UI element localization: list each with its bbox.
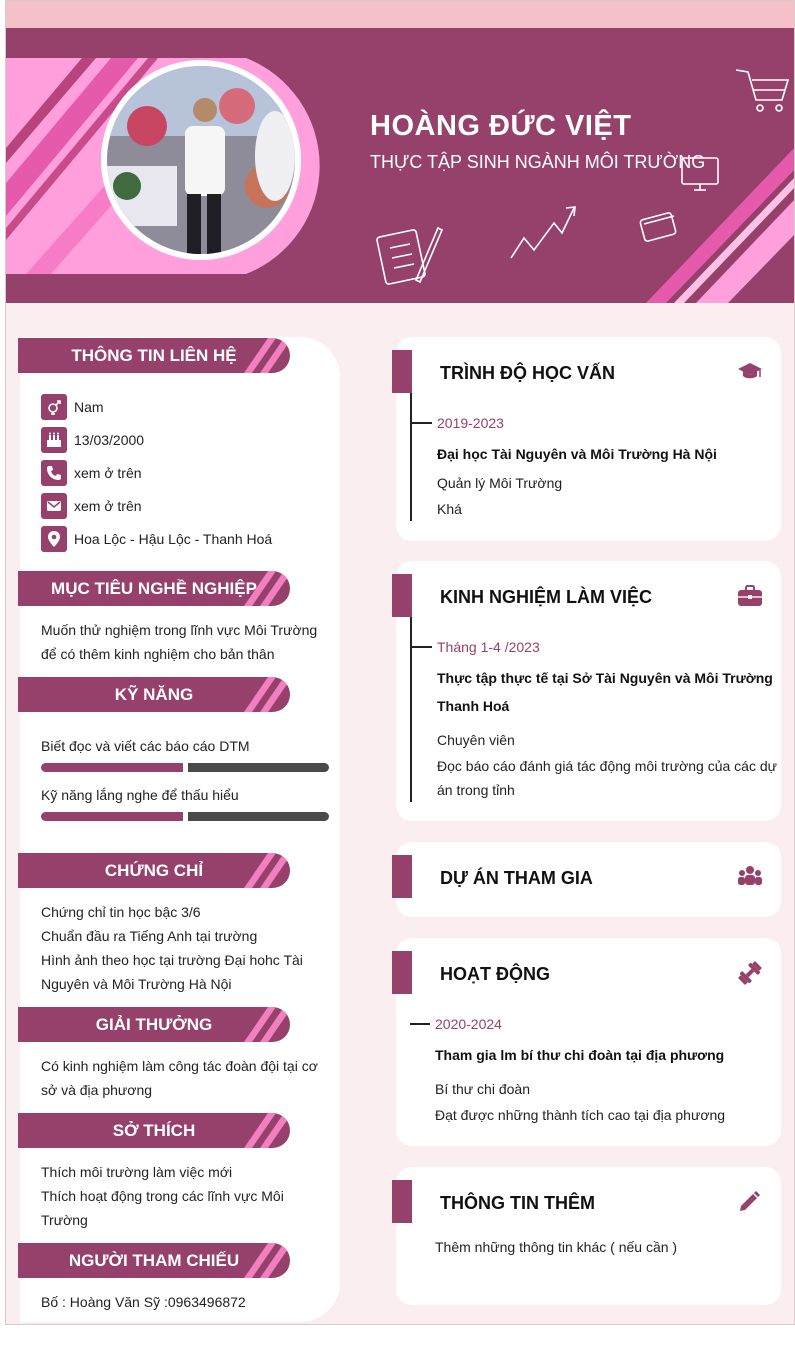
experience-position: Chuyên viên <box>437 732 515 748</box>
certificate-line-4: Nguyên và Môi Trường Hà Nội <box>41 976 232 992</box>
objective-section-header <box>18 571 290 606</box>
hobby-line-1: Thích môi trường làm việc mới <box>41 1164 233 1180</box>
activities-name: Tham gia lm bí thư chi đoàn tại địa phương <box>435 1047 725 1063</box>
hobby-line-2: Thích hoạt động trong các lĩnh vực Môi <box>41 1188 284 1204</box>
candidate-name: HOÀNG ĐỨC VIỆT <box>370 110 632 142</box>
projects-tab <box>392 855 412 898</box>
experience-company-line-2: Thanh Hoá <box>437 698 510 714</box>
skills-title: KỸ NĂNG <box>114 685 194 704</box>
education-grade: Khá <box>437 501 462 517</box>
certificates-section-header <box>18 853 290 888</box>
education-tab <box>392 350 412 393</box>
contact-address-row <box>41 526 272 552</box>
contact-phone-value[interactable]: xem ở trên <box>74 465 142 481</box>
reference-line-1: Bố : Hoàng Văn Sỹ :0963496872 <box>41 1294 246 1310</box>
experience-tab <box>392 574 412 617</box>
experience-description-line-2: án trong tỉnh <box>437 782 515 798</box>
clipboard-icon <box>376 228 442 285</box>
gender-icon <box>41 394 67 420</box>
graduation-cap-icon <box>738 361 762 386</box>
education-timeline-tick <box>410 422 432 424</box>
header-stripes-decoration <box>230 338 290 373</box>
references-title: NGƯỜI THAM CHIẾU <box>68 1251 240 1270</box>
activities-role: Bí thư chi đoàn <box>435 1081 530 1097</box>
briefcase-icon <box>738 585 762 612</box>
skills-section-header <box>18 677 290 712</box>
education-date: 2019-2023 <box>437 415 504 431</box>
experience-date: Tháng 1-4 /2023 <box>437 639 540 655</box>
experience-description-line-1: Đọc báo cáo đánh giá tác động môi trường của các dự <box>437 758 778 774</box>
contact-email-row <box>41 493 142 519</box>
header-stripes-decoration <box>230 677 290 712</box>
team-icon <box>738 865 762 892</box>
hobbies-title: SỞ THÍCH <box>112 1121 196 1140</box>
phone-icon <box>41 460 67 486</box>
header-stripes-decoration <box>230 1007 290 1042</box>
activities-title: HOẠT ĐỘNG <box>440 964 550 984</box>
pencil-icon <box>738 1189 762 1218</box>
skill-bar-2 <box>41 812 329 821</box>
certificates-title: CHỨNG CHỈ <box>104 861 204 880</box>
birthday-cake-icon <box>41 427 67 453</box>
contact-address-value: Hoa Lộc - Hậu Lộc - Thanh Hoá <box>74 531 273 547</box>
contact-gender-value: Nam <box>74 399 104 415</box>
contact-birthday-row <box>41 427 144 453</box>
references-section-header <box>18 1243 290 1278</box>
contact-email-value[interactable]: xem ở trên <box>74 498 142 514</box>
additional-info-text: Thêm những thông tin khác ( nếu cần ) <box>435 1239 678 1255</box>
certificate-line-1: Chứng chỉ tin học bậc 3/6 <box>41 904 201 920</box>
contact-title: THÔNG TIN LIÊN HỆ <box>71 346 237 365</box>
location-pin-icon <box>41 526 67 552</box>
top-strip <box>6 1 794 28</box>
contact-birthday-value: 13/03/2000 <box>74 432 145 448</box>
hobby-line-3: Trường <box>41 1212 88 1228</box>
additional-info-title: THÔNG TIN THÊM <box>440 1193 595 1213</box>
avatar <box>107 66 295 254</box>
certificate-line-2: Chuẩn đầu ra Tiếng Anh tại trường <box>41 928 258 944</box>
contact-phone-row <box>41 460 142 486</box>
contact-gender-row <box>41 394 104 420</box>
skill-label-2: Kỹ năng lắng nghe để thấu hiểu <box>41 787 239 803</box>
additional-info-tab <box>392 1180 412 1223</box>
education-title: TRÌNH ĐỘ HỌC VẤN <box>440 363 615 383</box>
contact-section-header <box>18 338 290 373</box>
dumbbell-icon <box>738 961 762 990</box>
header-stripes-decoration <box>230 1113 290 1148</box>
growth-arrow-icon <box>511 207 575 258</box>
cart-icon <box>736 70 788 111</box>
award-line-2: sở và địa phương <box>41 1082 153 1098</box>
award-line-1: Có kinh nghiệm làm công tác đoàn đội tại cơ <box>41 1058 318 1074</box>
objective-line-2: để có thêm kinh nghiệm cho bản thân <box>41 646 275 662</box>
experience-timeline <box>410 617 412 802</box>
education-school: Đại học Tài Nguyên và Môi Trường Hà Nội <box>437 446 717 462</box>
skill-label-1: Biết đọc và viết các báo cáo DTM <box>41 738 250 754</box>
skill-bar-1 <box>41 763 329 772</box>
activities-tab <box>392 951 412 994</box>
hobbies-section-header <box>18 1113 290 1148</box>
experience-company-line-1: Thực tập thực tế tại Sở Tài Nguyên và Môi Trường <box>437 670 773 686</box>
experience-title: KINH NGHIỆM LÀM VIỆC <box>440 587 653 607</box>
education-timeline <box>410 393 412 521</box>
experience-timeline-tick <box>410 646 432 648</box>
activities-date: 2020-2024 <box>435 1016 502 1032</box>
email-icon <box>41 493 67 519</box>
resume-page <box>5 0 795 1325</box>
header-stripes-decoration <box>230 571 290 606</box>
objective-title: MỤC TIÊU NGHỀ NGHIỆP <box>51 579 257 598</box>
header-banner <box>6 28 794 303</box>
certificate-line-3: Hình ảnh theo học tại trường Đại hohc Tài <box>41 952 303 968</box>
credit-card-icon <box>640 212 677 242</box>
objective-line-1: Muốn thử nghiệm trong lĩnh vực Môi Trường <box>41 622 318 638</box>
education-major: Quản lý Môi Trường <box>437 475 563 491</box>
header-stripes-decoration <box>230 1243 290 1278</box>
projects-title: DỰ ÁN THAM GIA <box>440 868 593 888</box>
awards-section-header <box>18 1007 290 1042</box>
candidate-role: THỰC TẬP SINH NGÀNH MÔI TRƯỜNG <box>370 152 706 172</box>
awards-title: GIẢI THƯỞNG <box>95 1015 213 1034</box>
activities-timeline-tick <box>410 1023 430 1025</box>
header-stripes-decoration <box>230 853 290 888</box>
activities-achievement: Đạt được những thành tích cao tại địa phương <box>435 1107 726 1123</box>
